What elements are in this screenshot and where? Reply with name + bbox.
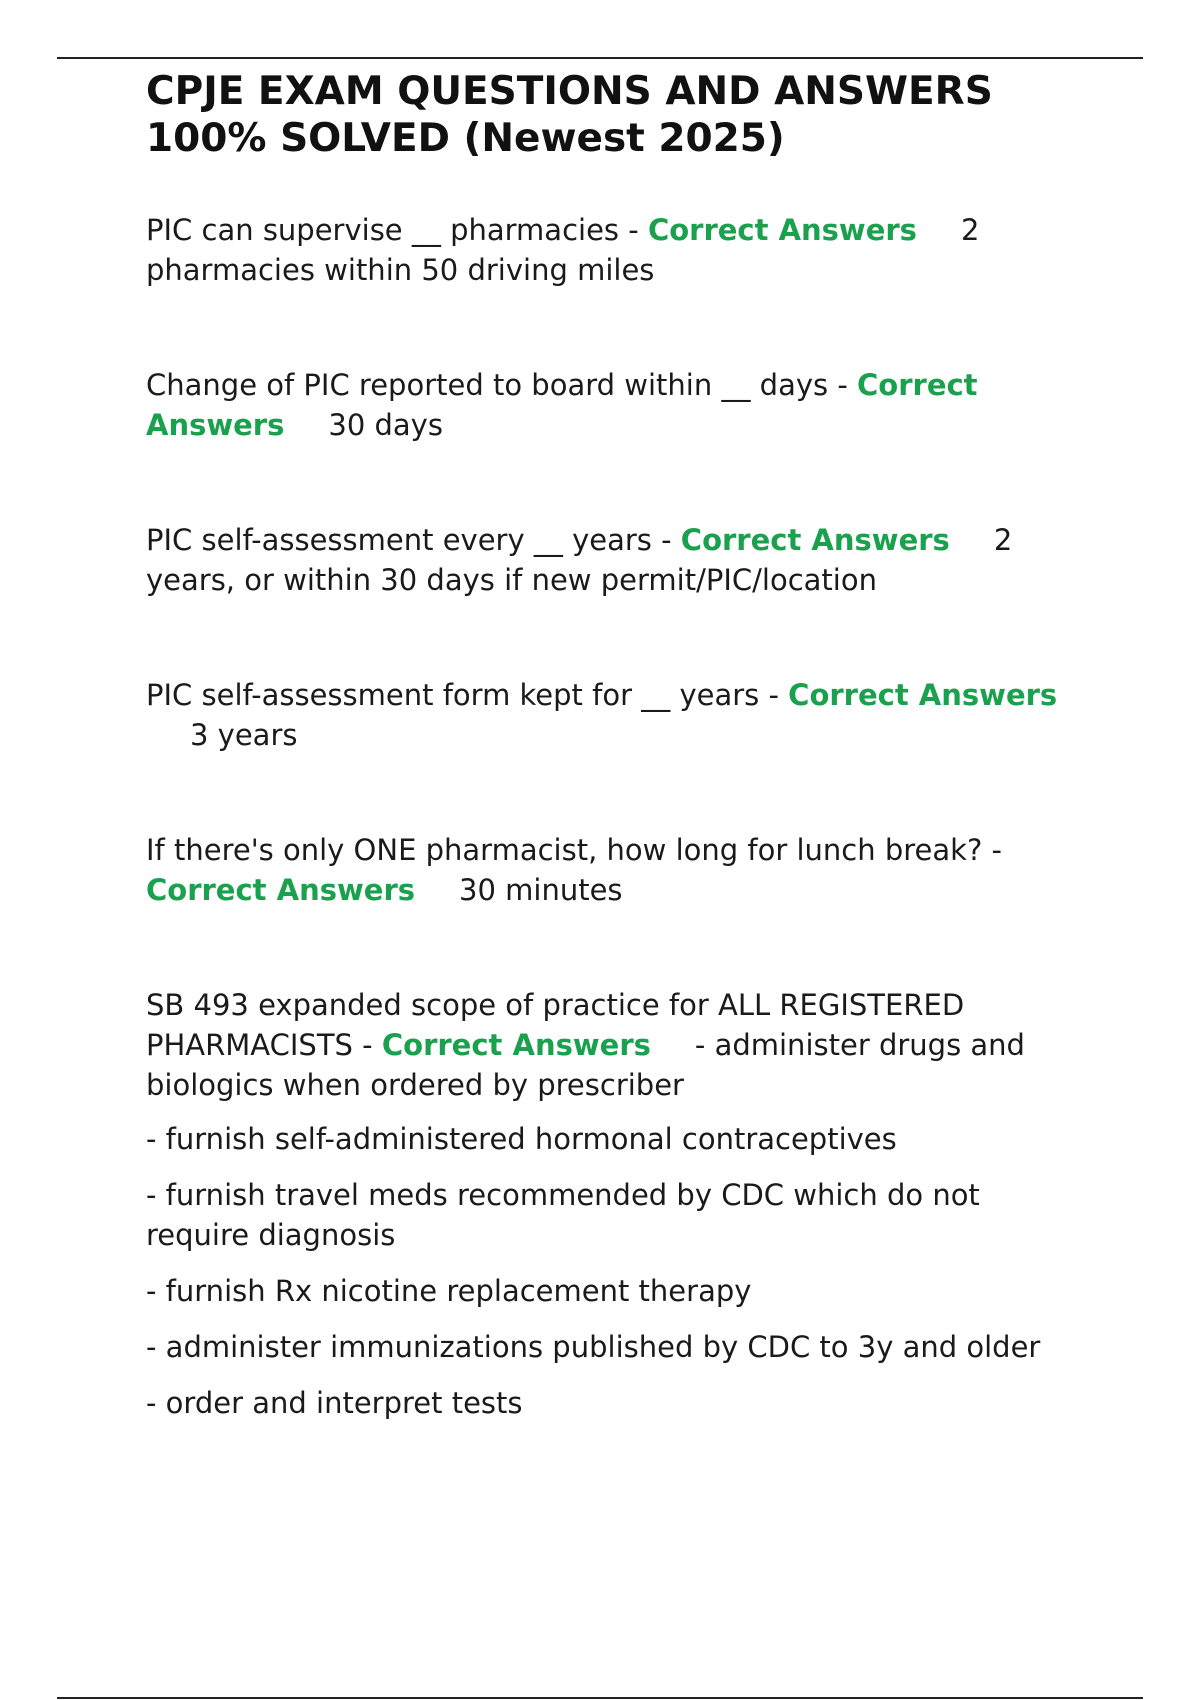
scope-bullet: - furnish Rx nicotine replacement therapy (146, 1274, 752, 1308)
qa-item-2 (146, 365, 1086, 445)
correct-answers-label: Correct Answers (146, 873, 416, 907)
qa-item-4 (146, 675, 1086, 755)
document-title: CPJE EXAM QUESTIONS AND ANSWERS 100% SOLVED (Newest 2025) (146, 69, 993, 161)
qa-item-3 (146, 520, 1086, 600)
question-text: PIC self-assessment form kept for __ years - (146, 678, 779, 712)
top-rule (57, 57, 1143, 59)
question-text: PIC can supervise __ pharmacies - (146, 213, 639, 247)
scope-bullet: - administer immunizations published by CDC to 3y and older (146, 1330, 1041, 1364)
bottom-rule (57, 1697, 1143, 1699)
correct-answers-label: Correct Answers (381, 1028, 651, 1062)
question-text: PIC self-assessment every __ years - (146, 523, 672, 557)
scope-bullet: - furnish travel meds recommended by CDC which do not require diagnosis (146, 1178, 980, 1252)
answer-text: 2 years, or within 30 days if new permit/PIC/location (146, 523, 1013, 597)
correct-answers-label: Correct Answers (680, 523, 950, 557)
qa-item-5 (146, 830, 1086, 910)
answer-text: 2 pharmacies within 50 driving miles (146, 213, 980, 287)
answer-text: 30 days (328, 408, 443, 442)
question-text: Change of PIC reported to board within __ days - (146, 368, 848, 402)
question-text: SB 493 expanded scope of practice for ALL REGISTERED PHARMACISTS - (146, 988, 965, 1062)
correct-answers-label: Correct Answers (146, 368, 978, 442)
answer-text: - administer drugs and biologics when ordered by prescriber (146, 1028, 1025, 1102)
scope-bullet: - order and interpret tests (146, 1386, 523, 1420)
correct-answers-label: Correct Answers (647, 213, 917, 247)
question-text: If there's only ONE pharmacist, how long for lunch break? - (146, 833, 1003, 867)
qa-item-1 (146, 210, 1086, 290)
document-body (146, 68, 1086, 1439)
scope-bullet: - furnish self-administered hormonal contraceptives (146, 1122, 897, 1156)
answer-text: 30 minutes (459, 873, 623, 907)
answer-text: 3 years (190, 718, 298, 752)
qa-item-6 (146, 985, 1086, 1105)
correct-answers-label: Correct Answers (788, 678, 1058, 712)
